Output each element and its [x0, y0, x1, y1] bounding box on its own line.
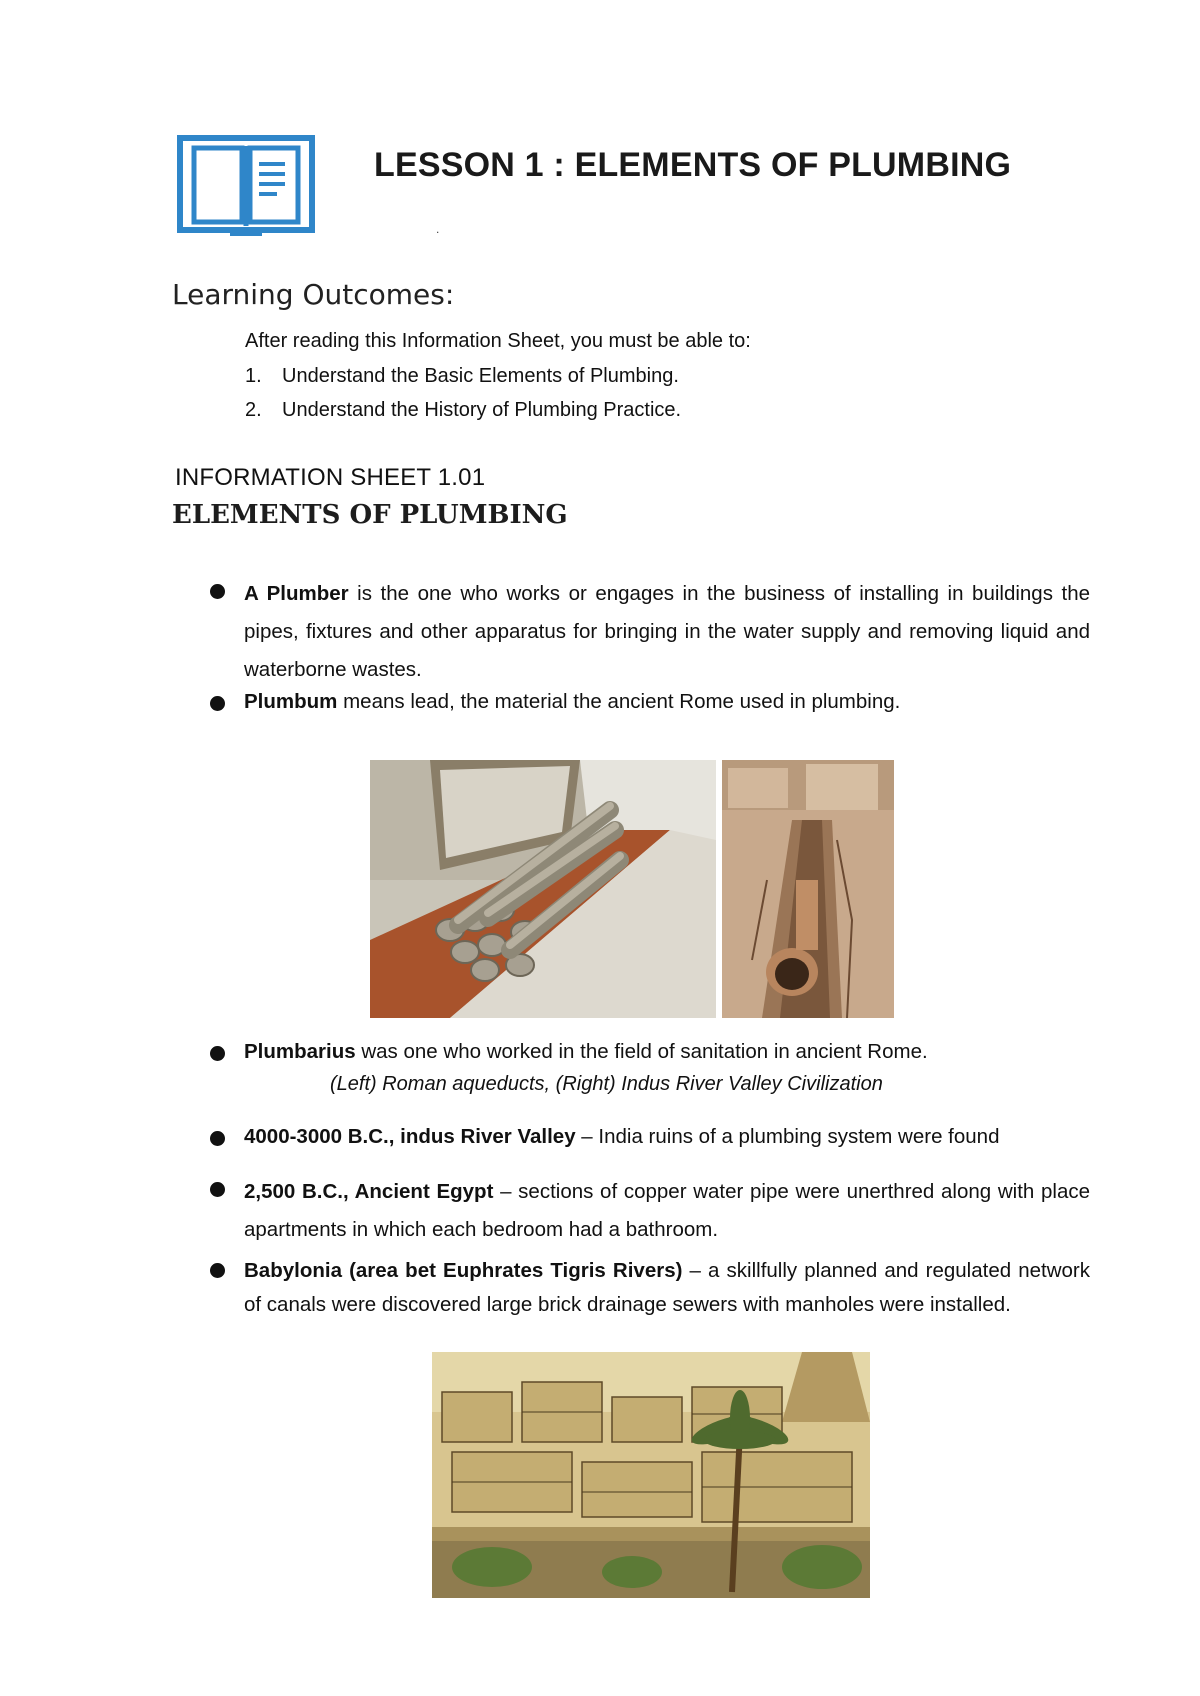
bullet-text: – a skillfully planned and regulated network of canals were discovered large brick drainage sewers with manholes were installed.: [244, 1259, 1090, 1316]
list-item-text: Understand the History of Plumbing Practice.: [282, 399, 682, 421]
lesson-title: LESSON 1 : ELEMENTS OF PLUMBING: [374, 146, 1012, 184]
bullet-babylonia: [210, 1254, 1090, 1322]
bullet-term: 4000-3000 B.C., indus River Valley: [244, 1125, 576, 1148]
bullet-plumbarius: [210, 1037, 1090, 1066]
information-sheet-title: ELEMENTS OF PLUMBING: [172, 500, 568, 530]
bullet-indus-river-valley: [210, 1122, 1090, 1151]
babylon-illustration: [432, 1352, 870, 1598]
bullet-term: Plumbarius: [244, 1040, 356, 1063]
learning-outcomes-list: [245, 365, 681, 433]
information-sheet-label: INFORMATION SHEET 1.01: [175, 464, 486, 491]
list-item: [245, 399, 681, 433]
bullet-text: – India ruins of a plumbing system were found: [575, 1125, 1000, 1148]
image-caption: (Left) Roman aqueducts, (Right) Indus River Valley Civilization: [330, 1073, 883, 1095]
bullet-plumber: [210, 575, 1090, 689]
open-book-icon: [176, 134, 316, 238]
list-item-number: 1.: [245, 365, 262, 387]
stray-mark: .: [436, 222, 440, 236]
bullet-ancient-egypt: [210, 1173, 1090, 1249]
bullet-term: A Plumber: [244, 582, 349, 605]
learning-outcomes-heading: Learning Outcomes:: [172, 278, 455, 311]
bullet-term: Plumbum: [244, 690, 338, 713]
lead-pipes-photo: [370, 760, 716, 1018]
bullet-text: was one who worked in the field of sanitation in ancient Rome.: [355, 1040, 928, 1063]
bullet-plumbum: [210, 687, 1090, 716]
bullet-text: – sections of copper water pipe were unerthred along with place apartments in which each bedroom had a bathroom.: [244, 1180, 1090, 1241]
bullet-text: means lead, the material the ancient Rome used in plumbing.: [337, 690, 901, 713]
bullet-term: Babylonia (area bet Euphrates Tigris Rivers): [244, 1259, 683, 1282]
bullet-text: is the one who works or engages in the business of installing in buildings the pipes, fixtures and other apparatus for bringing in the water supply and removing liquid and waterborne wastes.: [244, 582, 1091, 681]
list-item-text: Understand the Basic Elements of Plumbing.: [282, 365, 679, 387]
indus-pipe-photo: [722, 760, 894, 1018]
list-item: [245, 365, 681, 399]
learning-outcomes-intro: After reading this Information Sheet, you must be able to:: [245, 330, 751, 352]
bullet-term: 2,500 B.C., Ancient Egypt: [244, 1180, 494, 1203]
list-item-number: 2.: [245, 399, 262, 421]
